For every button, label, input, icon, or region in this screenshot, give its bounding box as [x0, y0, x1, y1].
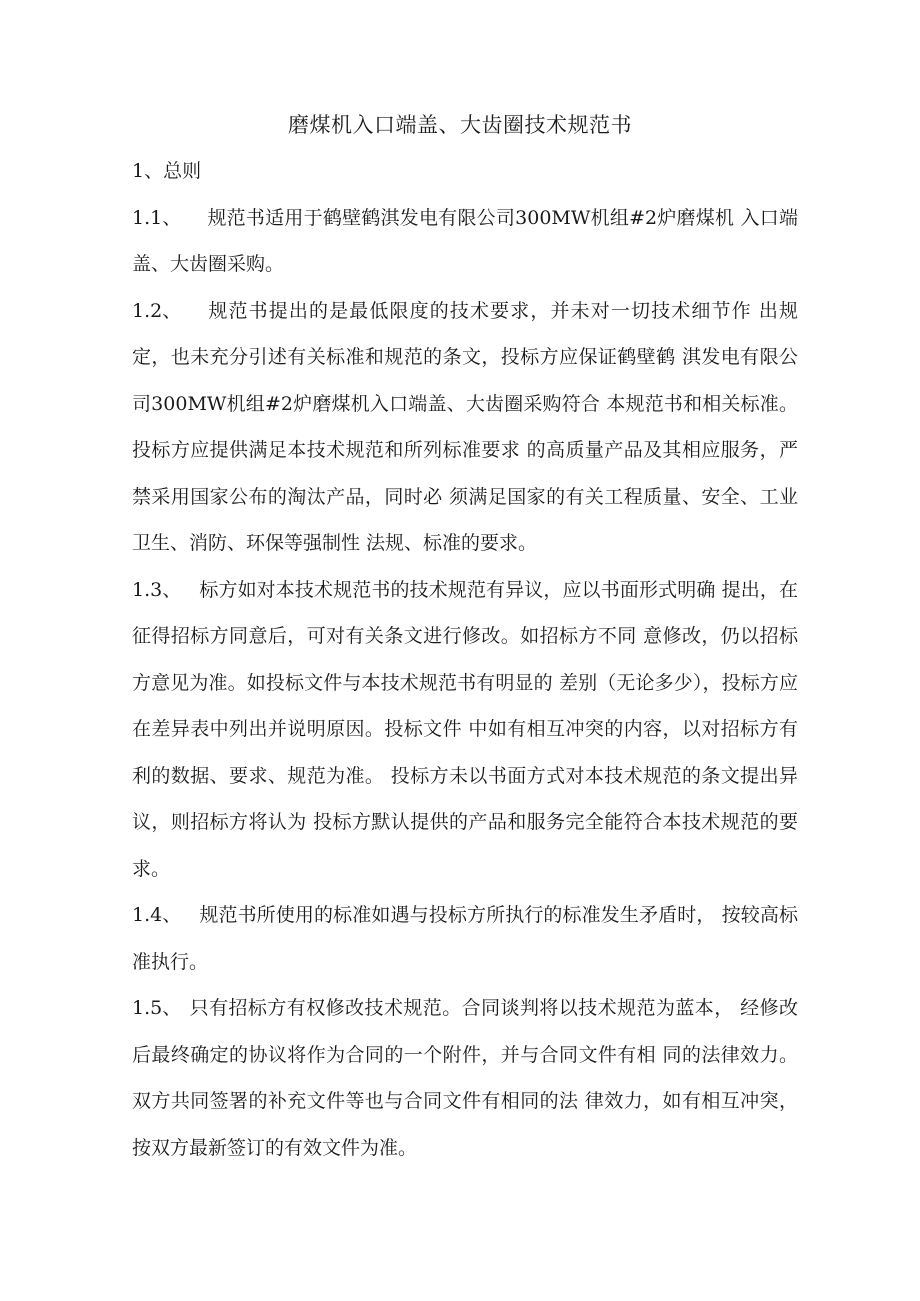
section-number: 1.3、: [132, 578, 182, 601]
section-text: 规范书适用于鹤壁鹤淇发电有限公司300MW机组#2炉磨煤机 入口端盖、大齿圈采购。: [132, 206, 798, 275]
section-1-1: [132, 195, 798, 288]
section-number: 1.2、: [132, 299, 182, 322]
section-number: 1、: [132, 160, 164, 182]
section-number: 1.5、: [132, 997, 182, 1019]
section-text: 标方如对本技术规范书的技术规范有异议，应以书面形式明确 提出，在征得招标方同意后，可对有关条文进行修改。如招标方不同 意修改，仍以招标方意见为准。如投标文件与本技术规范书有明显的 差别（无论多少），投标方应在差异表中列出并说明原因。投标文件 中如有相互冲突的内容，以对招标方有利的数据、要求、规范为准。 投标方未以书面方式对本技术规范的条文提出异议，则招标方将认为 投标方默认提供的产品和服务完全能符合本技术规范的要求。: [132, 578, 798, 880]
section-1: [132, 148, 798, 195]
section-text: 只有招标方有权修改技术规范。合同谈判将以技术规范为蓝本， 经修改后最终确定的协议将作为合同的一个附件，并与合同文件有相 同的法律效力。双方共同签署的补充文件等也与合同文件有相同的法 律效力，如有相互冲突，按双方最新签订的有效文件为准。: [132, 997, 798, 1159]
section-text: 规范书提出的是最低限度的技术要求，并未对一切技术细节作 出规定，也未充分引述有关标准和规范的条文，投标方应保证鹤壁鹤 淇发电有限公司300MW机组#2炉磨煤机入口端盖、大齿圈采购符合 本规范书和相关标准。投标方应提供满足本技术规范和所列标准要求 的高质量产品及其相应服务，严禁采用国家公布的淘汰产品，同时必 须满足国家的有关工程质量、安全、工业卫生、消防、环保等强制性 法规、标准的要求。: [132, 299, 798, 554]
section-text: 规范书所使用的标准如遇与投标方所执行的标准发生矛盾时， 按较高标准执行。: [132, 904, 798, 973]
document-body: [132, 148, 798, 1171]
section-1-5: [132, 985, 798, 1171]
section-1-4: [132, 892, 798, 985]
section-number: 1.1、: [132, 206, 182, 229]
document-title: 磨煤机入口端盖、大齿圈技术规范书: [288, 113, 632, 137]
section-text: 总则: [163, 160, 202, 182]
section-number: 1.4、: [132, 904, 182, 926]
section-1-3: [132, 567, 798, 893]
section-1-2: [132, 288, 798, 567]
